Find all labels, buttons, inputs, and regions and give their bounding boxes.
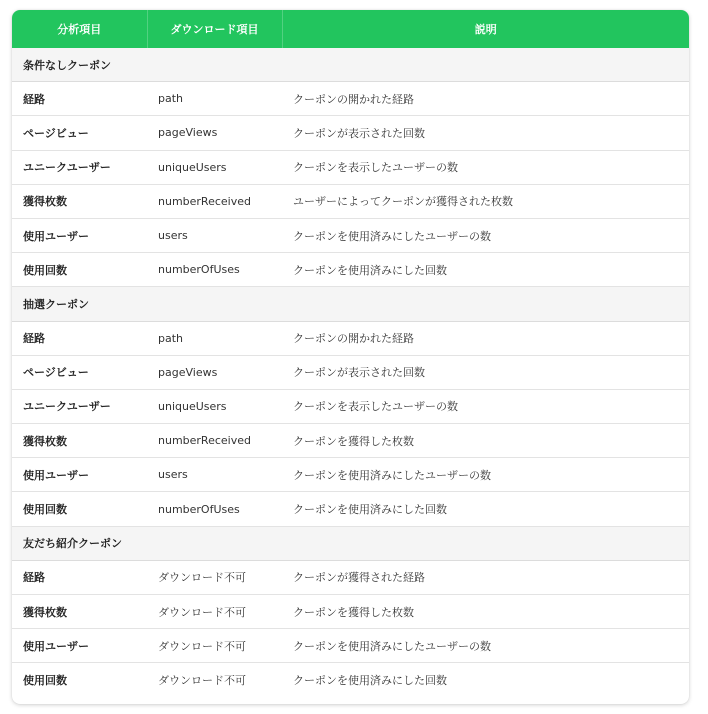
- analysis-item-cell: ページビュー: [12, 116, 147, 150]
- table-row: [12, 355, 689, 389]
- download-field-cell: pageViews: [147, 116, 282, 150]
- table-row: [12, 218, 689, 252]
- description-cell: クーポンが獲得された経路: [282, 560, 689, 594]
- table-row: [12, 150, 689, 184]
- analysis-item-cell: ページビュー: [12, 355, 147, 389]
- description-cell: クーポンを表示したユーザーの数: [282, 389, 689, 423]
- description-cell: クーポンを獲得した枚数: [282, 424, 689, 458]
- table-row: [12, 184, 689, 218]
- description-cell: クーポンを使用済みにしたユーザーの数: [282, 629, 689, 663]
- section-row: [12, 526, 689, 560]
- table-header: [12, 10, 689, 48]
- table-row: [12, 424, 689, 458]
- description-cell: クーポンを獲得した枚数: [282, 595, 689, 629]
- download-field-cell: numberOfUses: [147, 253, 282, 287]
- download-field-cell: users: [147, 218, 282, 252]
- analysis-item-cell: 経路: [12, 82, 147, 116]
- table-row: [12, 389, 689, 423]
- description-cell: クーポンを使用済みにした回数: [282, 253, 689, 287]
- section-title: 抽選クーポン: [12, 287, 689, 321]
- table-row: [12, 560, 689, 594]
- table-row: [12, 492, 689, 526]
- download-field-cell: path: [147, 82, 282, 116]
- table-row: [12, 595, 689, 629]
- table-row: [12, 663, 689, 697]
- description-cell: クーポンの開かれた経路: [282, 321, 689, 355]
- analysis-item-cell: 獲得枚数: [12, 184, 147, 218]
- analysis-item-cell: 経路: [12, 560, 147, 594]
- description-cell: クーポンが表示された回数: [282, 116, 689, 150]
- download-field-cell: ダウンロード不可: [147, 595, 282, 629]
- download-field-cell: users: [147, 458, 282, 492]
- description-cell: クーポンを使用済みにした回数: [293, 673, 447, 687]
- analysis-item-cell: 使用ユーザー: [12, 458, 147, 492]
- section-row: [12, 287, 689, 321]
- download-field-cell: uniqueUsers: [147, 150, 282, 184]
- table-row: [12, 82, 689, 116]
- table-body: [12, 48, 689, 697]
- analysis-item-cell: 使用ユーザー: [12, 218, 147, 252]
- download-field-cell: ダウンロード不可: [147, 629, 282, 663]
- analysis-item-cell: 使用回数: [23, 673, 67, 687]
- analysis-item-cell: 経路: [12, 321, 147, 355]
- description-cell: ユーザーによってクーポンが獲得された枚数: [282, 184, 689, 218]
- analysis-item-cell: 使用回数: [12, 253, 147, 287]
- download-field-cell: ダウンロード不可: [147, 560, 282, 594]
- description-cell: クーポンの開かれた経路: [282, 82, 689, 116]
- analysis-item-cell: 使用ユーザー: [12, 629, 147, 663]
- analytics-table-card: [12, 10, 689, 704]
- description-cell: クーポンを使用済みにしたユーザーの数: [282, 218, 689, 252]
- description-cell: クーポンを使用済みにした回数: [282, 492, 689, 526]
- section-row: [12, 48, 689, 82]
- description-cell: クーポンを使用済みにしたユーザーの数: [282, 458, 689, 492]
- table-row: [12, 253, 689, 287]
- header-description: 説明: [282, 10, 689, 48]
- download-field-cell: numberReceived: [147, 424, 282, 458]
- description-cell: クーポンを表示したユーザーの数: [282, 150, 689, 184]
- table-row: [12, 458, 689, 492]
- download-field-cell: numberReceived: [147, 184, 282, 218]
- table-row: [12, 116, 689, 150]
- header-row: [12, 10, 689, 48]
- analysis-item-cell: 獲得枚数: [12, 595, 147, 629]
- download-field-cell: ダウンロード不可: [158, 673, 246, 687]
- analysis-item-cell: 使用回数: [12, 492, 147, 526]
- table-row: [12, 629, 689, 663]
- analysis-item-cell: 獲得枚数: [12, 424, 147, 458]
- analysis-item-cell: ユニークユーザー: [12, 389, 147, 423]
- analytics-table: [12, 10, 689, 697]
- header-download-item: ダウンロード項目: [147, 10, 282, 48]
- download-field-cell: uniqueUsers: [147, 389, 282, 423]
- download-field-cell: pageViews: [147, 355, 282, 389]
- download-field-cell: numberOfUses: [147, 492, 282, 526]
- table-row: [12, 321, 689, 355]
- analysis-item-cell: ユニークユーザー: [12, 150, 147, 184]
- download-field-cell: path: [147, 321, 282, 355]
- section-title: 条件なしクーポン: [12, 48, 689, 82]
- header-analysis-item: 分析項目: [12, 10, 147, 48]
- description-cell: クーポンが表示された回数: [282, 355, 689, 389]
- section-title: 友だち紹介クーポン: [12, 526, 689, 560]
